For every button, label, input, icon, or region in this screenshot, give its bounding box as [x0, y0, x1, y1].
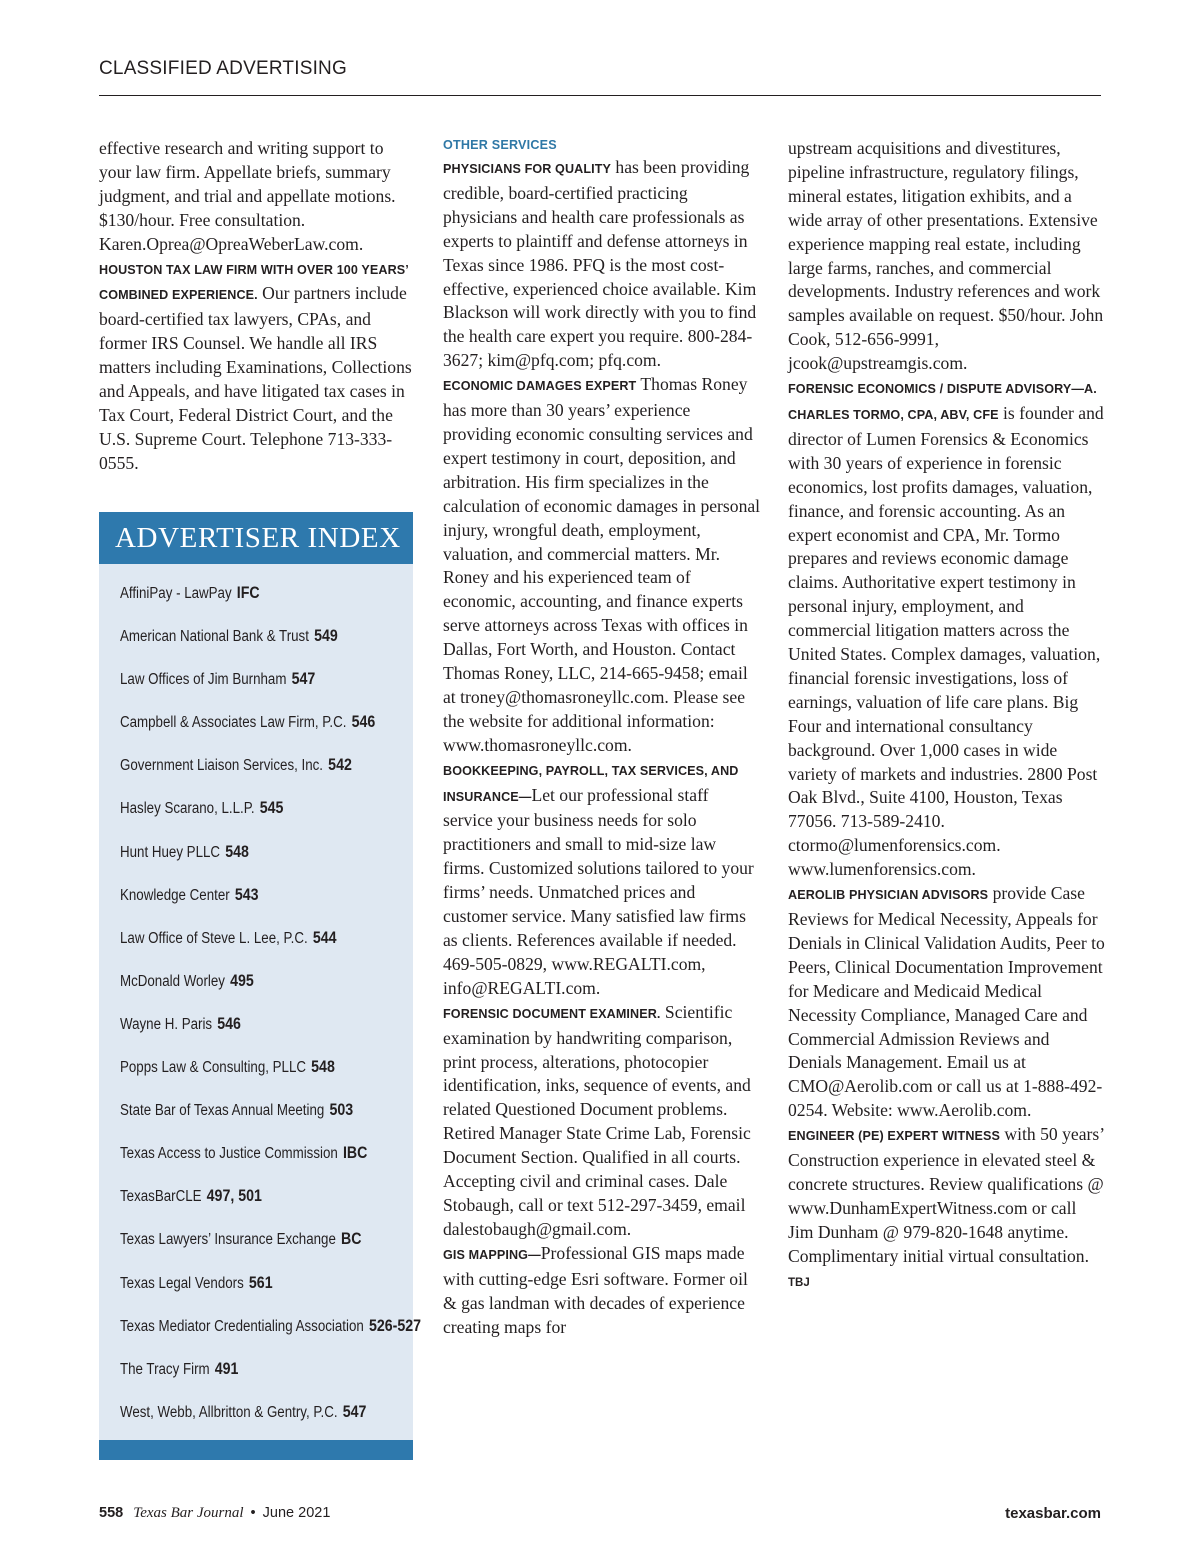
ad-body: with 50 years’ Construction experience in elevated steel & concrete structures. Review qualifications @ www.DunhamExpertWitness.com or call Jim Dunham @ 979-820-1648 anytime. Complimentary initial virtual consultation.: [788, 1124, 1104, 1266]
advertiser-name: McDonald Worley: [120, 972, 225, 990]
advertiser-name: Government Liaison Services, Inc.: [120, 757, 324, 775]
advertiser-page: 542: [328, 756, 352, 775]
ad-economic-damages: [443, 373, 761, 758]
advertiser-name: West, Webb, Allbritton & Gentry, P.C.: [120, 1403, 338, 1421]
advertiser-page: 543: [234, 885, 259, 904]
index-item: [120, 1144, 421, 1187]
advertiser-name: Texas Lawyers’ Insurance Exchange: [120, 1231, 336, 1249]
issue-date: June 2021: [262, 1505, 331, 1521]
advertiser-page: 546: [217, 1014, 241, 1033]
advertiser-name: TexasBarCLE: [120, 1188, 202, 1206]
index-bottom-band: [99, 1440, 413, 1460]
ad-body: Professional GIS maps made with cutting-edge Esri software. Former oil & gas landman with decades of experience creating maps for: [443, 1242, 748, 1337]
ad-lead: FORENSIC DOCUMENT EXAMINER.: [443, 1006, 661, 1021]
advertiser-index: [99, 512, 422, 1460]
advertiser-page: 548: [311, 1058, 335, 1077]
footer-site-link[interactable]: texasbar.com: [1005, 1505, 1101, 1522]
section-header: CLASSIFIED ADVERTISING: [99, 58, 347, 79]
ad-lead: AEROLIB PHYSICIAN ADVISORS: [788, 888, 989, 903]
advertiser-page: IBC: [342, 1144, 368, 1163]
index-item: [120, 1230, 421, 1273]
advertiser-page: 547: [342, 1402, 367, 1421]
advertiser-page: BC: [341, 1230, 362, 1249]
column-left: [99, 137, 417, 476]
ad-engineer-expert: [788, 1123, 1106, 1295]
advertiser-name: Hunt Huey PLLC: [120, 843, 221, 861]
index-item: [120, 584, 421, 627]
ad-body: Let our professional staff service your business needs for solo practitioners and small to mid-size law firms. Customized solutions tailored to your firms’ needs. Unmatched prices and customer service. Many satisfied law firms as clients. References available if needed. 469-505-0829, www.REGALTI.com, info@REGALTI.com.: [443, 784, 754, 998]
index-item: [120, 843, 421, 886]
index-item: [120, 713, 421, 756]
advertiser-name: Hasley Scarano, L.L.P.: [120, 800, 255, 818]
index-item: [120, 1187, 421, 1230]
ad-body: is founder and director of Lumen Forensics & Economics with 30 years of experience in forensic economics, lost profits damages, valuation, finance, and forensic accounting. As an expert economist and CPA, Mr. Tormo prepares and reviews economic damage claims. Authoritative expert testimony in personal injury, employment, and commercial litigation matters across the United States. Complex damages, valuation, financial forensic investigations, loss of earnings, valuation of life care plans. Big Four and international consultancy background. Over 1,000 cases in wide variety of markets and industries. 2800 Post Oak Blvd., Suite 4100, Houston, Texas 77056. 713-589-2410. ctormo@lumenforensics.com. www.lumenforensics.com.: [788, 402, 1104, 880]
advertiser-name: Campbell & Associates Law Firm, P.C.: [120, 714, 347, 732]
advertiser-name: Wayne H. Paris: [120, 1015, 213, 1033]
ad-aerolib: [788, 882, 1106, 1123]
index-item: [120, 1101, 421, 1144]
index-item: [120, 756, 421, 799]
advertiser-name: The Tracy Firm: [120, 1360, 210, 1378]
header-rule: [99, 95, 1101, 96]
end-mark: TBJ: [788, 1276, 810, 1289]
ad-body: has been providing credible, board-certified practicing physicians and health care professionals as experts to plaintiff and defense attorneys in Texas since 1986. PFQ is the most cost-effective, experienced choice available. Kim Blackson will work directly with you to find the health care expert you require. 800-284-3627; kim@pfq.com; pfq.com.: [443, 157, 757, 371]
ad-lead: ECONOMIC DAMAGES EXPERT: [443, 379, 637, 394]
index-item: [120, 799, 421, 842]
advertiser-name: Texas Mediator Credentialing Association: [120, 1317, 364, 1335]
advertiser-name: Texas Access to Justice Commission: [120, 1145, 338, 1163]
ad-lead: PHYSICIANS FOR QUALITY: [443, 162, 612, 176]
footer-bullet: •: [250, 1505, 256, 1521]
advertiser-page: 491: [214, 1359, 239, 1378]
ad-body: Scientific examination by handwriting comparison, print process, alterations, photocopier identification, inks, sequence of events, and related Questioned Document problems. Retired Manager State Crime Lab, Forensic Document Section. Qualified in all courts. Accepting civil and criminal cases. Dale Stobaugh, call or text 512-297-3459, email dalestobaugh@gmail.com.: [443, 1001, 751, 1239]
ad-body: Our partners include board-certified tax lawyers, CPAs, and former IRS Counsel. We handle all IRS matters including Examinations, Collections and Appeals, and have litigated tax cases in Tax Court, Federal District Court, and the U.S. Supreme Court. Telephone 713-333-0555.: [99, 283, 412, 473]
ad-body: Thomas Roney has more than 30 years’ experience providing economic consulting services and expert testimony in court, deposition, and arbitration. His firm specializes in the calculation of economic damages in personal injury, wrongful death, employment, valuation, and commercial matters. Mr. Roney and his experienced team of economic, accounting, and finance experts serve attorneys across Texas with offices in Dallas, Fort Worth, and Houston. Contact Thomas Roney, LLC, 214-665-9458; email at troney@thomasroneyllc.com. Please see the website for additional information: www.thomasroneyllc.com.: [443, 374, 761, 755]
ad-lead: BOOKKEEPING, PAYROLL, TAX SERVICES, AND INSURANCE—: [443, 763, 739, 804]
page-number: 558: [99, 1505, 124, 1521]
advertiser-name: State Bar of Texas Annual Meeting: [120, 1102, 325, 1120]
ad-physicians-for-quality: [443, 156, 761, 373]
advertiser-name: Law Offices of Jim Burnham: [120, 671, 287, 689]
advertiser-page: 503: [329, 1101, 354, 1120]
footer-left: [99, 1505, 330, 1522]
index-item: [120, 972, 421, 1015]
advertiser-page: 549: [314, 627, 338, 646]
continued-ad-text: effective research and writing support to your law firm. Appellate briefs, summary judgment, and trial and appellate motions. $130/hour. Free consultation. Karen.Oprea@OpreaWeberLaw.com.: [99, 138, 396, 254]
advertiser-name: Law Office of Steve L. Lee, P.C.: [120, 929, 308, 947]
ad-gis-mapping: [443, 1242, 761, 1340]
index-item: [120, 886, 421, 929]
advertiser-page: 548: [225, 842, 249, 861]
advertiser-name: Popps Law & Consulting, PLLC: [120, 1059, 307, 1077]
advertiser-page: 526-527: [368, 1316, 422, 1335]
index-item: [120, 670, 421, 713]
ad-lead: HOUSTON TAX LAW FIRM WITH OVER 100 YEARS’ COMBINED EXPERIENCE.: [99, 262, 409, 303]
ad-lead: ENGINEER (PE) EXPERT WITNESS: [788, 1129, 1001, 1144]
advertiser-page: 547: [291, 670, 316, 689]
ad-forensic-economics: [788, 376, 1106, 882]
index-item: [120, 1274, 421, 1317]
advertiser-page: 546: [351, 713, 376, 732]
advertiser-name: American National Bank & Trust: [120, 628, 309, 646]
continued-ad-text: upstream acquisitions and divestitures, pipeline infrastructure, regulatory filings, mineral estates, litigation exhibits, and a wide array of other presentations. Extensive experience mapping real estate, including large farms, ranches, and commercial developments. Industry references and work samples available on request. $50/hour. John Cook, 512-656-9991, jcook@upstreamgis.com.: [788, 138, 1104, 374]
advertiser-name: Knowledge Center: [120, 886, 230, 904]
index-item: [120, 1058, 421, 1101]
ad-lead: GIS MAPPING—: [443, 1247, 541, 1262]
index-item: [120, 1015, 421, 1058]
other-services-heading: OTHER SERVICES: [443, 138, 557, 152]
advertiser-page: IFC: [236, 584, 260, 602]
index-item: [120, 929, 421, 972]
advertiser-page: 544: [312, 928, 337, 947]
index-title: ADVERTISER INDEX: [115, 522, 401, 554]
column-middle: [443, 136, 761, 1339]
ad-forensic-document: [443, 1001, 761, 1242]
advertiser-page: 561: [248, 1273, 273, 1292]
journal-name: Texas Bar Journal: [133, 1505, 244, 1521]
advertiser-name: AffiniPay - LawPay: [120, 585, 232, 602]
index-list: [120, 584, 470, 1446]
index-title-band: [99, 512, 413, 564]
ad-bookkeeping: [443, 758, 761, 1001]
advertiser-page: 495: [230, 971, 254, 990]
advertiser-name: Texas Legal Vendors: [120, 1274, 244, 1292]
advertiser-page: 497, 501: [206, 1187, 262, 1206]
index-item: [120, 1317, 421, 1360]
index-item: [120, 1360, 421, 1403]
index-item: [120, 627, 421, 670]
ad-houston-tax: [99, 257, 417, 476]
advertiser-page: 545: [259, 799, 284, 818]
ad-body: provide Case Reviews for Medical Necessity, Appeals for Denials in Clinical Validation Audits, Peer to Peers, Clinical Documentation Improvement for Medicare and Medicaid Medical Necessity Compliance, Managed Care and Commercial Admission Reviews and Denials Management. Email us at CMO@Aerolib.com or call us at 1-888-492-0254. Website: www.Aerolib.com.: [788, 883, 1105, 1121]
ad-lead: FORENSIC ECONOMICS / DISPUTE ADVISORY—A. CHARLES TORMO, CPA, ABV, CFE: [788, 382, 1097, 422]
column-right: [788, 137, 1106, 1296]
